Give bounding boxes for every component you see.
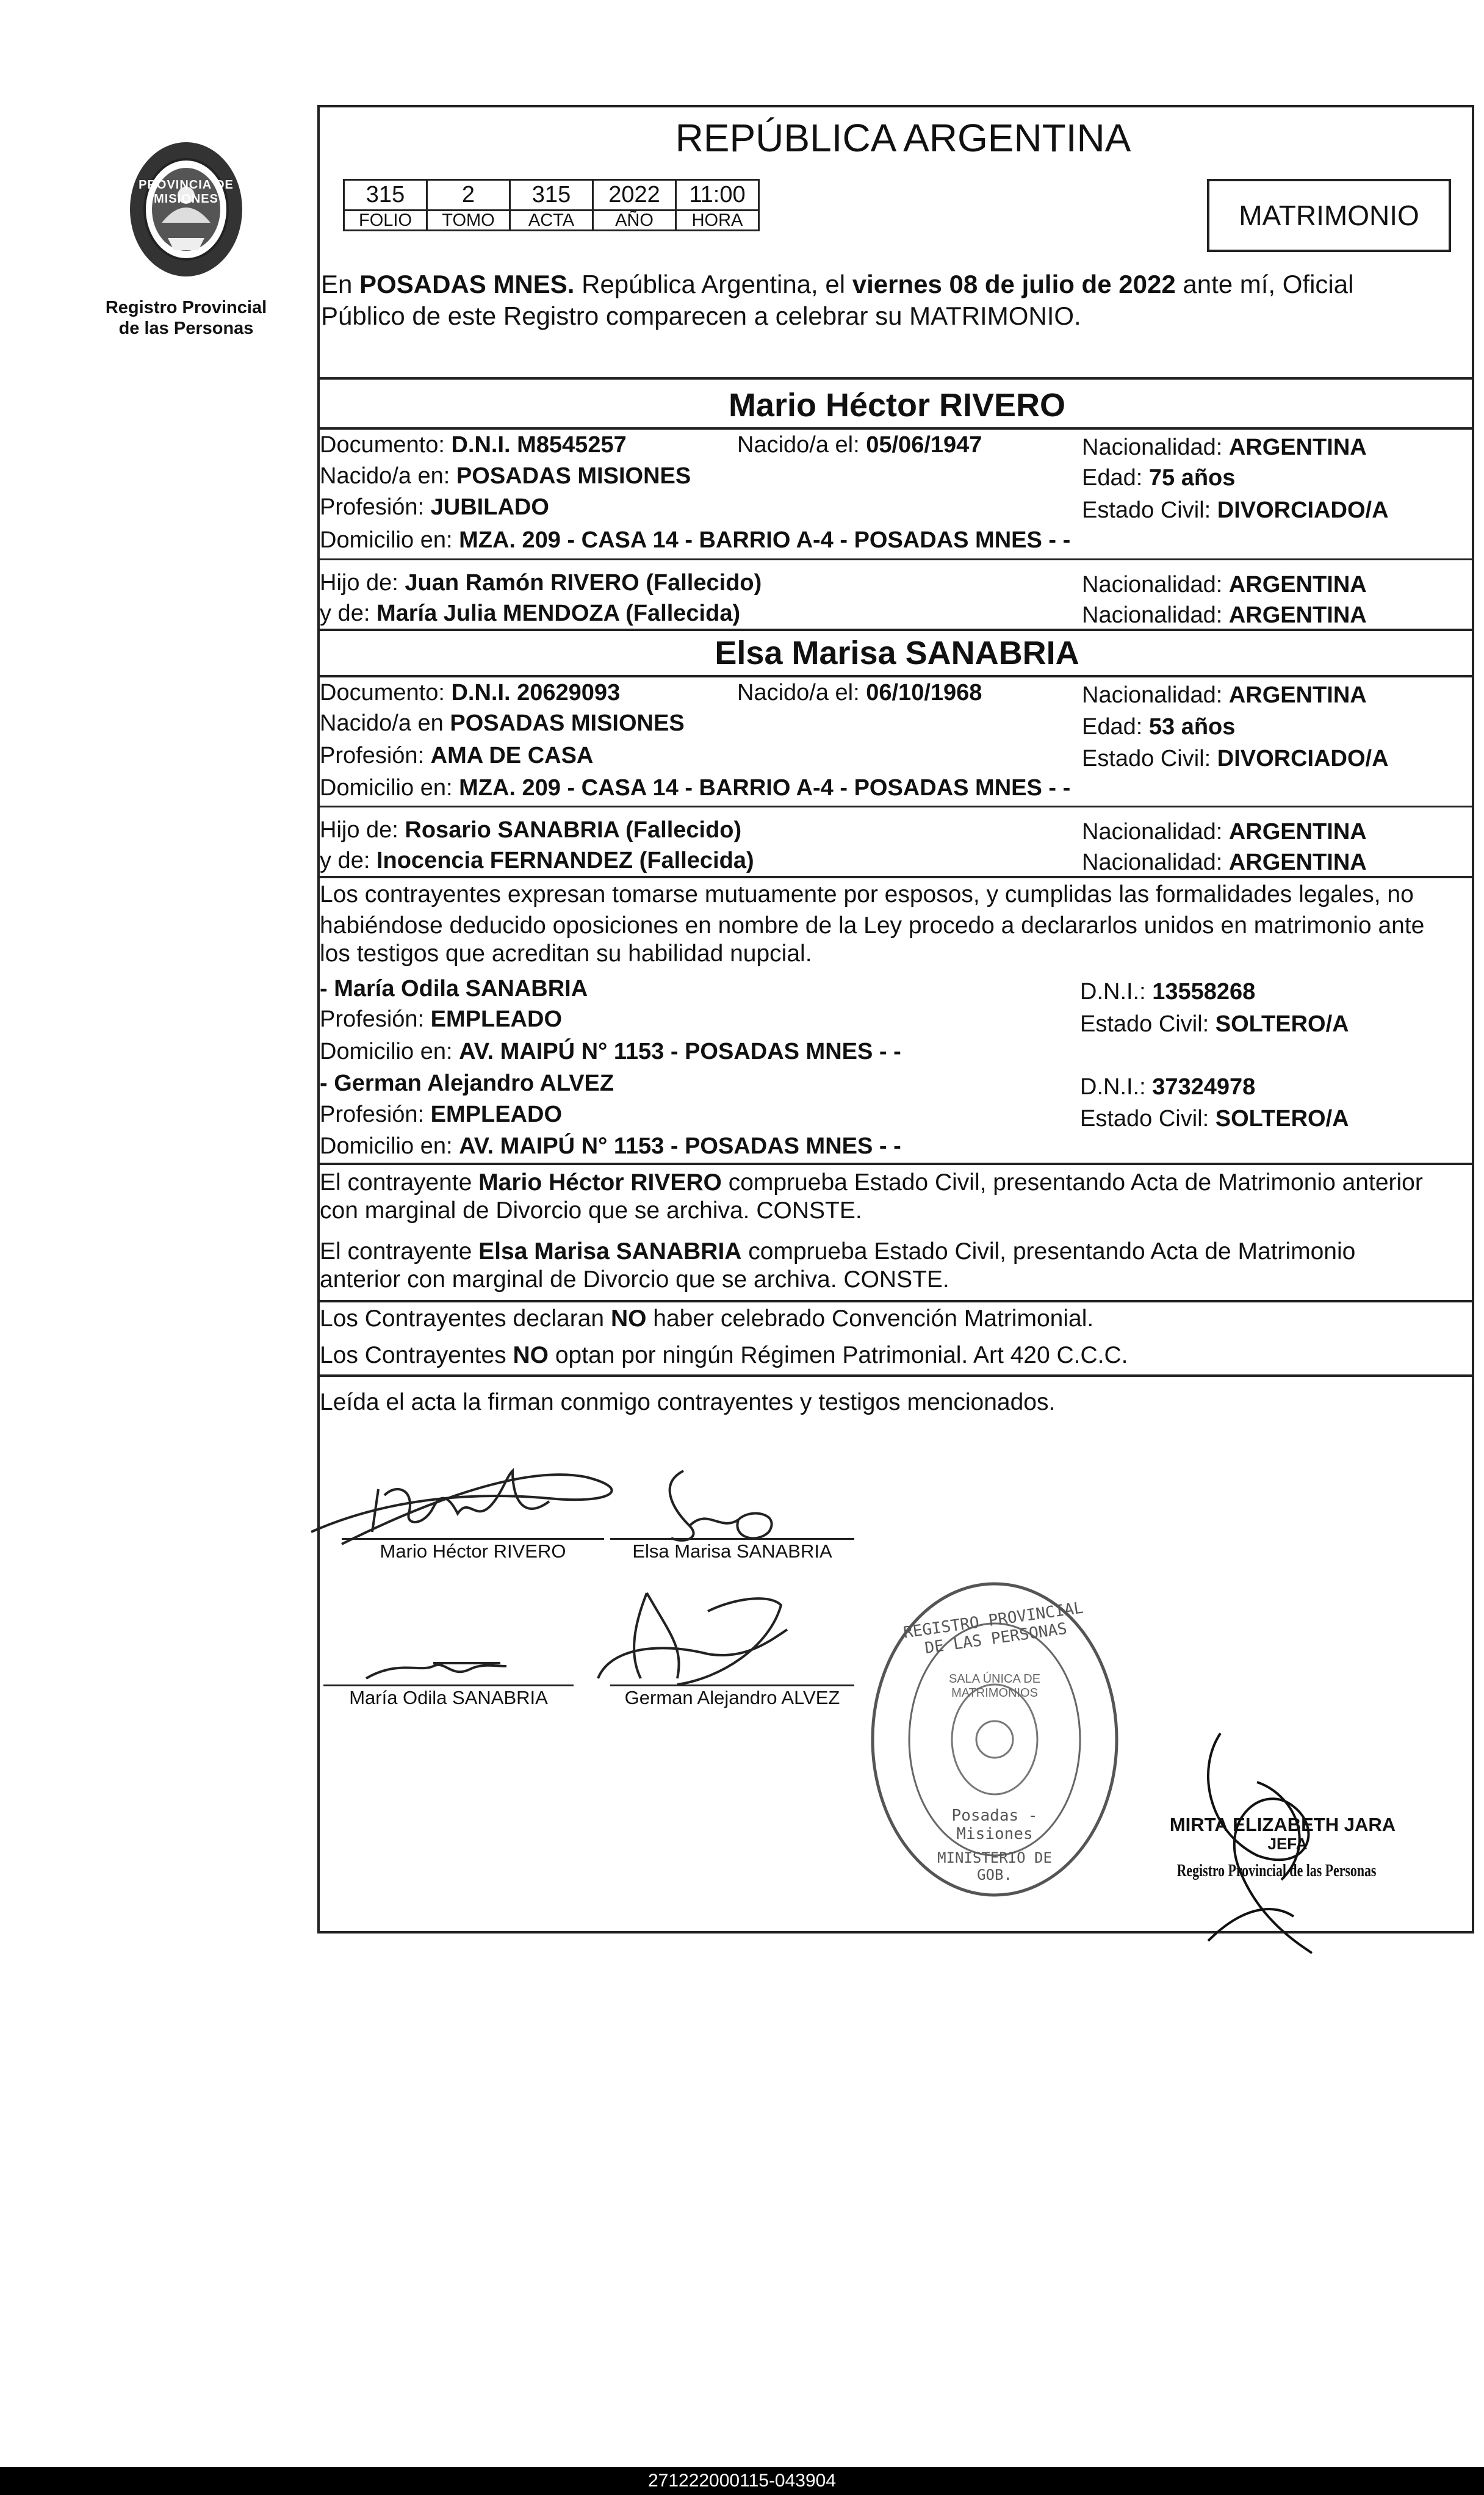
witness2-profession: Profesión: EMPLEADO — [320, 1102, 563, 1127]
signature-label-elsa: Elsa Marisa SANABRIA — [632, 1540, 832, 1562]
civil-note-1-line-1: El contrayente Mario Héctor RIVERO comprueba Estado Civil, presentando Acta de Matrimonio anterior — [320, 1169, 1423, 1196]
signature-line — [323, 1684, 574, 1686]
divider — [317, 1300, 1474, 1302]
witness2-address: Domicilio en: AV. MAIPÚ N° 1153 - POSADAS MNES - - — [320, 1133, 901, 1159]
signature-maria-sanabria — [342, 1636, 525, 1691]
spouse1-civil-status: Estado Civil: DIVORCIADO/A — [1082, 497, 1389, 523]
signature-line — [342, 1538, 604, 1540]
spouse1-address: Domicilio en: MZA. 209 - CASA 14 - BARRIO A-4 - POSADAS MNES - - — [320, 527, 1071, 553]
witness2-dni: D.N.I.: 37324978 — [1080, 1074, 1256, 1100]
spouse2-document: Documento: D.N.I. 20629093 — [320, 680, 621, 706]
divider — [317, 1163, 1474, 1165]
declaration-line-1: Los contrayentes expresan tomarse mutuamente por esposos, y cumplidas las formalidades legales, no — [320, 881, 1414, 908]
hour-value: 11:00 — [676, 180, 759, 211]
acta-value: 315 — [510, 180, 593, 211]
spouse2-birth-date: Nacido/a el: 06/10/1968 — [737, 680, 982, 706]
witness1-civil-status: Estado Civil: SOLTERO/A — [1080, 1011, 1349, 1037]
signature-label-german: German Alejandro ALVEZ — [624, 1687, 840, 1708]
stamp-inner-text: SALA ÚNICA DE MATRIMONIOS — [948, 1672, 1041, 1700]
spouse2-mother: y de: Inocencia FERNANDEZ (Fallecida) — [320, 848, 754, 873]
signature-german-alvez — [586, 1575, 799, 1697]
spouse2-birth-place: Nacido/a en POSADAS MISIONES — [320, 710, 685, 736]
spouse1-mother-nationality: Nacionalidad: ARGENTINA — [1082, 602, 1367, 628]
closing-statement: Leída el acta la firman conmigo contrayentes y testigos mencionados. — [320, 1389, 1056, 1415]
country-title: REPÚBLICA ARGENTINA — [675, 116, 1131, 160]
declaration-line-3: los testigos que acreditan su habilidad nupcial. — [320, 941, 812, 967]
acta-label: ACTA — [510, 211, 593, 231]
spouse1-name: Mario Héctor RIVERO — [728, 387, 1066, 424]
spouse1-document: Documento: D.N.I. M8545257 — [320, 432, 627, 458]
tomo-label: TOMO — [427, 211, 510, 231]
official-name: MIRTA ELIZABETH JARA — [1169, 1814, 1396, 1835]
logo-ring-text: PROVINCIA DE MISIONES — [139, 178, 234, 206]
signature-line — [610, 1538, 854, 1540]
spouse1-father: Hijo de: Juan Ramón RIVERO (Fallecido) — [320, 570, 762, 596]
act-type-box — [1207, 179, 1451, 252]
footer-code: 271222000115-043904 — [647, 2471, 837, 2491]
stamp-ring-text: REGISTRO PROVINCIAL DE LAS PERSONAS — [902, 1598, 1085, 1658]
declaration-line-2: habiéndose deducido oposiciones en nombre de la Ley procedo a declararlos unidos en matrimonio ante — [320, 912, 1425, 939]
spouse2-nationality: Nacionalidad: ARGENTINA — [1082, 682, 1367, 708]
signature-label-maria: María Odila SANABRIA — [349, 1687, 548, 1708]
divider — [317, 675, 1474, 677]
divider — [317, 558, 1474, 560]
official-office: Registro Provincial de las Personas — [1176, 1861, 1377, 1880]
divider — [317, 629, 1474, 631]
logo-caption-line1: Registro Provincial — [105, 298, 267, 317]
spouse2-mother-nationality: Nacionalidad: ARGENTINA — [1082, 850, 1367, 875]
witness2-civil-status: Estado Civil: SOLTERO/A — [1080, 1106, 1349, 1132]
witness1-dni: D.N.I.: 13558268 — [1080, 979, 1256, 1005]
folio-label: FOLIO — [344, 211, 427, 231]
province-seal-logo — [125, 137, 247, 281]
witness1-profession: Profesión: EMPLEADO — [320, 1006, 563, 1032]
official-title: JEFA — [1267, 1835, 1308, 1853]
witness2-name: - German Alejandro ALVEZ — [320, 1071, 614, 1096]
civil-note-1-line-2: con marginal de Divorcio que se archiva. CONSTE. — [320, 1197, 862, 1224]
stamp-bottom-text: Posadas - Misiones — [951, 1807, 1038, 1843]
divider — [317, 1374, 1474, 1377]
spouse2-father: Hijo de: Rosario SANABRIA (Fallecido) — [320, 817, 742, 843]
civil-note-2-line-2: anterior con marginal de Divorcio que se archiva. CONSTE. — [320, 1266, 949, 1293]
spouse2-address: Domicilio en: MZA. 209 - CASA 14 - BARRIO A-4 - POSADAS MNES - - — [320, 775, 1071, 801]
logo-caption-line2: de las Personas — [118, 319, 254, 338]
signature-label-mario: Mario Héctor RIVERO — [380, 1540, 566, 1562]
spouse2-name: Elsa Marisa SANABRIA — [715, 635, 1079, 671]
divider — [317, 377, 1474, 380]
spouse1-nationality: Nacionalidad: ARGENTINA — [1082, 435, 1367, 460]
signature-elsa-sanabria — [647, 1459, 805, 1550]
folio-value: 315 — [344, 180, 427, 211]
witness1-address: Domicilio en: AV. MAIPÚ N° 1153 - POSADAS MNES - - — [320, 1039, 901, 1064]
spouse2-civil-status: Estado Civil: DIVORCIADO/A — [1082, 746, 1389, 771]
spouse1-father-nationality: Nacionalidad: ARGENTINA — [1082, 572, 1367, 598]
regime-line-1: Los Contrayentes declaran NO haber celebrado Convención Matrimonial. — [320, 1305, 1094, 1332]
act-type-label: MATRIMONIO — [1239, 200, 1419, 231]
registry-table — [343, 179, 760, 231]
civil-note-2-line-1: El contrayente Elsa Marisa SANABRIA comprueba Estado Civil, presentando Acta de Matrimonio — [320, 1238, 1356, 1265]
regime-line-2: Los Contrayentes NO optan por ningún Régimen Patrimonial. Art 420 C.C.C. — [320, 1342, 1128, 1368]
tomo-value: 2 — [427, 180, 510, 211]
spouse2-profession: Profesión: AMA DE CASA — [320, 743, 594, 768]
spouse2-father-nationality: Nacionalidad: ARGENTINA — [1082, 819, 1367, 845]
spouse1-profession: Profesión: JUBILADO — [320, 494, 549, 520]
year-label: AÑO — [593, 211, 676, 231]
year-value: 2022 — [593, 180, 676, 211]
witness1-name: - María Odila SANABRIA — [320, 976, 588, 1002]
signature-line — [610, 1684, 854, 1686]
divider — [317, 806, 1474, 807]
spouse2-age: Edad: 53 años — [1082, 714, 1236, 740]
stamp-ministry-text: MINISTERIO DE GOB. — [937, 1849, 1052, 1883]
spouse1-birth-date: Nacido/a el: 05/06/1947 — [737, 432, 982, 458]
divider — [317, 876, 1474, 878]
divider — [317, 427, 1474, 430]
spouse1-mother: y de: María Julia MENDOZA (Fallecida) — [320, 601, 741, 626]
intro-line-2: Público de este Registro comparecen a celebrar su MATRIMONIO. — [321, 301, 1081, 330]
spouse1-birth-place: Nacido/a en: POSADAS MISIONES — [320, 463, 691, 489]
hour-label: HORA — [676, 211, 759, 231]
intro-line-1: En POSADAS MNES. República Argentina, el viernes 08 de julio de 2022 ante mí, Oficial — [321, 270, 1354, 298]
spouse1-age: Edad: 75 años — [1082, 465, 1236, 491]
